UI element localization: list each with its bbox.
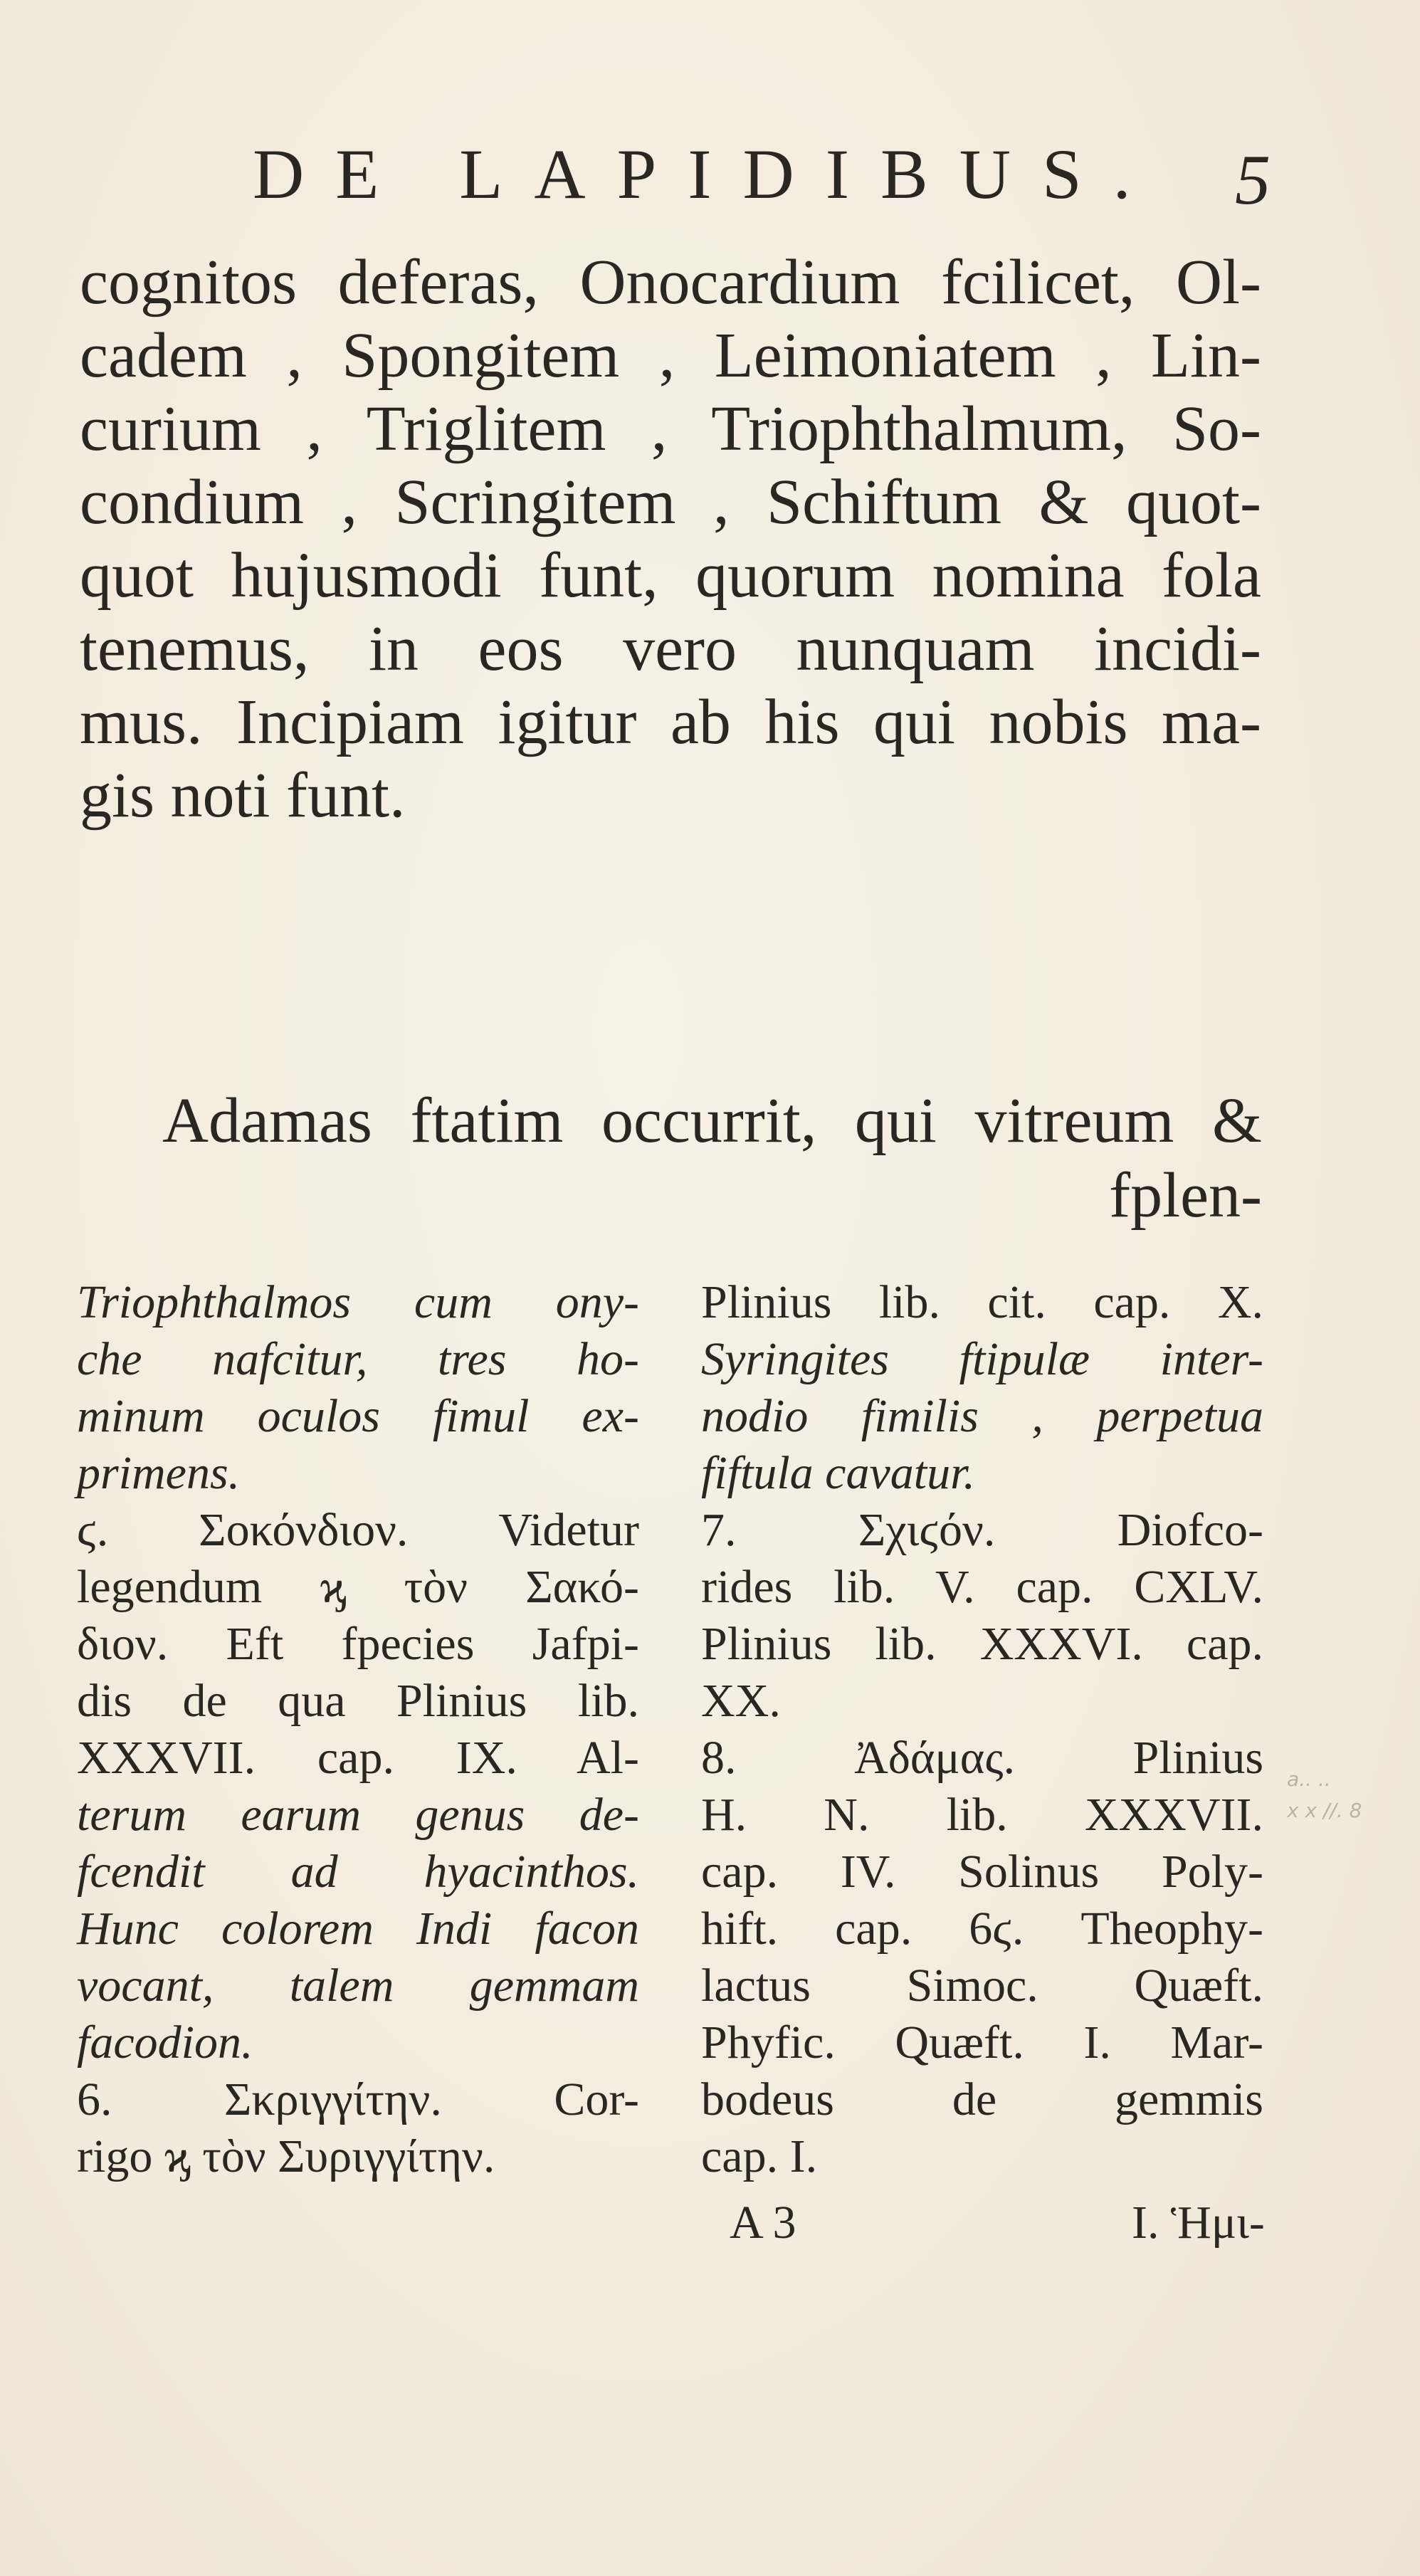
note-line: διον. Eft fpecies Jafpi- <box>77 1618 639 1670</box>
note-line: bodeus de gemmis <box>701 2073 1263 2125</box>
note-line: primens. <box>77 1447 241 1499</box>
note-line: fiftula cavatur. <box>701 1447 975 1499</box>
note-line: cap. IV. Solinus Poly- <box>701 1846 1263 1898</box>
text-line: quot hujusmodi funt, quorum nomina fola <box>80 540 1261 611</box>
section-first-line: Adamas ftatim occurrit, qui vitreum & <box>162 1085 1262 1156</box>
note-line: Plinius lib. cit. cap. X. <box>701 1276 1263 1328</box>
section-catchword: fplen- <box>1109 1160 1262 1231</box>
note-line: facodion. <box>77 2017 253 2068</box>
running-title: DE LAPIDIBUS. <box>253 135 1162 214</box>
note-line: 8. Ἀδάμας. Plinius <box>701 1732 1263 1784</box>
text-line: curium , Triglitem , Triophthalmum, So- <box>80 394 1261 464</box>
note-line: 7. Σχιϛόν. Diofco- <box>701 1504 1263 1556</box>
footnotes-right-column <box>701 1274 1263 2185</box>
page-number: 5 <box>1235 140 1271 219</box>
note-line: legendum ϗ τὸν Σακό- <box>77 1561 639 1613</box>
note-line: minum oculos fimul ex- <box>77 1390 639 1442</box>
note-line: fcendit ad hyacinthos. <box>77 1846 639 1898</box>
note-line: vocant, talem gemmam <box>77 1960 639 2012</box>
note-line: lactus Simoc. Quæft. <box>701 1960 1263 2012</box>
note-line: Phyfic. Quæft. I. Mar- <box>701 2017 1263 2068</box>
note-line: rides lib. V. cap. CXLV. <box>701 1561 1263 1613</box>
note-line: hift. cap. 6ϛ. Theophy- <box>701 1903 1263 1955</box>
main-paragraph <box>80 246 1261 832</box>
page-catchword: I. Ἡμι- <box>1132 2197 1265 2249</box>
note-line: Triophthalmos cum ony- <box>77 1276 639 1328</box>
note-line: rigo ϗ τὸν Συριγγίτην. <box>77 2130 495 2182</box>
text-line: cadem , Spongitem , Leimoniatem , Lin- <box>80 320 1261 391</box>
margin-note-line: a.. .. <box>1287 1767 1331 1791</box>
text-line: mus. Incipiam igitur ab his qui nobis ma- <box>80 687 1261 757</box>
handwritten-margin-note <box>1287 1764 1408 1826</box>
note-line: dis de qua Plinius lib. <box>77 1675 639 1727</box>
note-line: nodio fimilis , perpetua <box>701 1390 1263 1442</box>
footnotes-left-column <box>77 1274 639 2185</box>
section-opening <box>162 1083 1262 1233</box>
note-line: Syringites ftipulæ inter- <box>701 1333 1263 1385</box>
running-head <box>253 132 1271 217</box>
note-line: ϛ. Σοκόνδιον. Videtur <box>77 1504 639 1556</box>
note-line: cap. I. <box>701 2130 818 2182</box>
note-line: che nafcitur, tres ho- <box>77 1333 639 1385</box>
note-line: 6. Σκριγγίτην. Cor- <box>77 2073 639 2125</box>
note-line: Hunc colorem Indi facon <box>77 1903 639 1955</box>
text-line: cognitos deferas, Onocardium fcilicet, Ol- <box>80 247 1261 317</box>
margin-note-line: x x //. 8 <box>1287 1799 1362 1822</box>
text-line: condium , Scringitem , Schiftum & quot- <box>80 467 1261 537</box>
note-line: H. N. lib. XXXVII. <box>701 1789 1263 1841</box>
note-line: terum earum genus de- <box>77 1789 639 1841</box>
note-line: Plinius lib. XXXVI. cap. <box>701 1618 1263 1670</box>
note-line: XXXVII. cap. IX. Al- <box>77 1732 639 1784</box>
note-line: XX. <box>701 1675 781 1727</box>
signature-mark: A 3 <box>730 2197 796 2249</box>
text-line: gis noti funt. <box>80 760 406 831</box>
text-line: tenemus, in eos vero nunquam incidi- <box>80 614 1261 684</box>
